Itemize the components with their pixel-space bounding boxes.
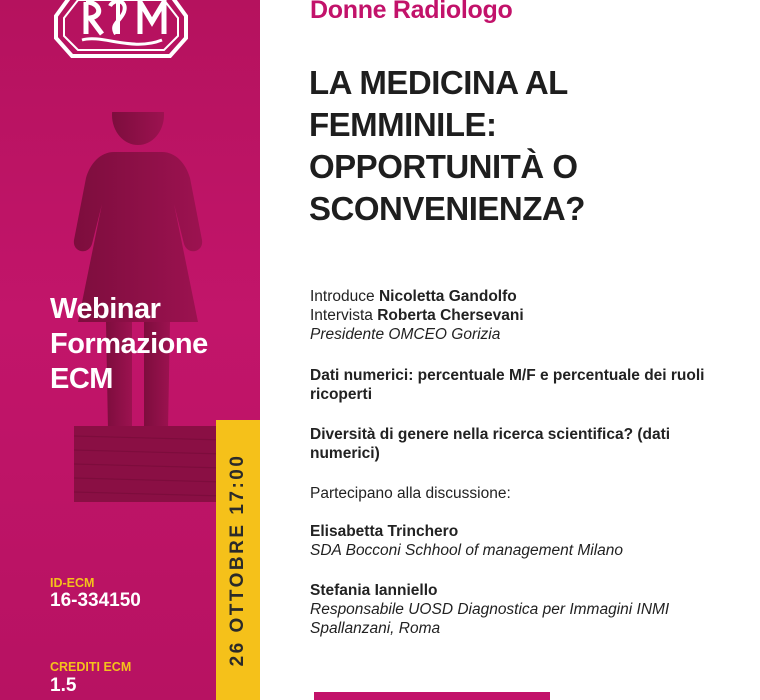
interview-line <box>310 306 740 325</box>
speaker-2 <box>310 581 730 638</box>
speaker-1 <box>310 522 740 560</box>
intro-name: Nicoletta Gandolfo <box>378 288 517 305</box>
society-logo <box>52 0 190 60</box>
event-headline: LA MEDICINA AL FEMMINILE: OPPORTUNITÀ O SCONVENIENZA? <box>309 64 585 227</box>
intro-line <box>310 287 740 306</box>
event-subtitle: Donne Radiologo <box>310 0 513 24</box>
webinar-line-1: Webinar <box>50 293 161 325</box>
webinar-title <box>50 292 250 397</box>
webinar-line-2: Formazione <box>50 328 208 360</box>
topic-1: Dati numerici: percentuale M/F e percentuale dei ruoli ricoperti <box>310 367 705 403</box>
speaker-2-role: Responsabile UOSD Diagnostica per Immagini INMI Spallanzani, Roma <box>310 601 670 637</box>
intro-block <box>310 287 740 344</box>
bottom-accent-bar <box>314 692 550 700</box>
id-ecm-label: ID-ECM <box>50 576 95 590</box>
topic-2: Diversità di genere nella ricerca scientifica? (dati numerici) <box>310 426 671 462</box>
intro-label: Introduce <box>310 288 375 305</box>
participants-label: Partecipano alla discussione: <box>310 485 511 502</box>
id-ecm-value: 16-334150 <box>50 590 141 611</box>
webinar-line-3: ECM <box>50 363 113 395</box>
interview-role: Presidente OMCEO Gorizia <box>310 326 501 343</box>
interview-name: Roberta Chersevani <box>377 307 524 324</box>
pedestal-block <box>74 426 224 502</box>
speaker-2-name: Stefania Ianniello <box>310 582 438 599</box>
speaker-1-role: SDA Bocconi Schhool of management Milano <box>310 542 624 559</box>
speaker-1-name: Elisabetta Trinchero <box>310 523 459 540</box>
credits-value: 1.5 <box>50 675 77 696</box>
event-date: 26 OTTOBRE 17:00 <box>227 453 248 667</box>
credits-label: CREDITI ECM <box>50 660 132 674</box>
interview-label: Intervista <box>310 307 373 324</box>
